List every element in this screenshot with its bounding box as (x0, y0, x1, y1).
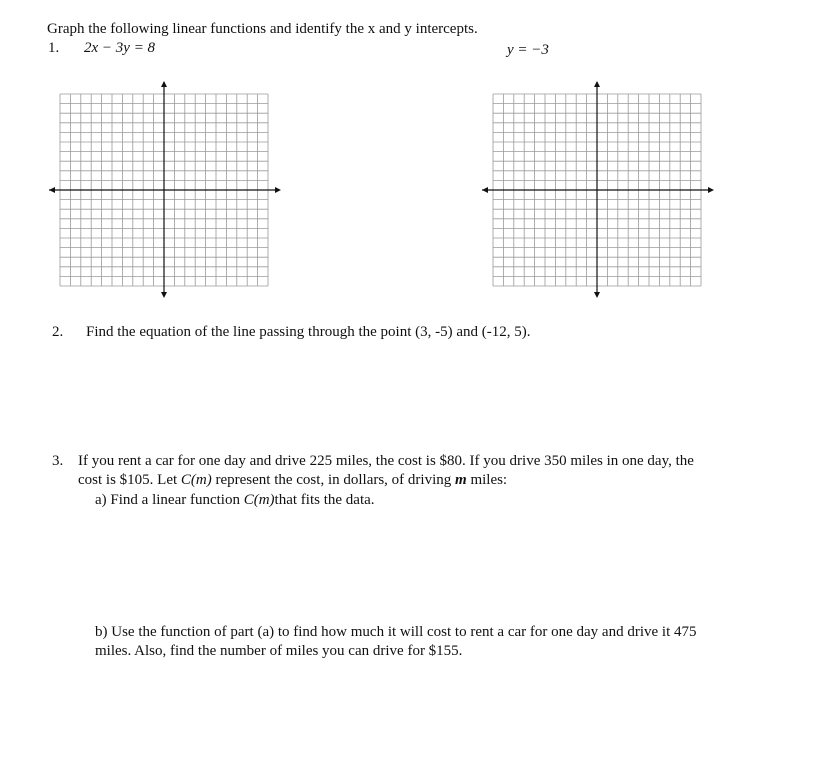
problem-3-line-2 (78, 472, 507, 489)
part-b-line-2: miles. Also, find the number of miles you can drive for $155. (95, 643, 463, 659)
x-axis-left-arrow-icon (49, 187, 55, 193)
y-axis-down-arrow-icon (161, 292, 167, 298)
coordinate-grid-1[interactable] (45, 80, 285, 302)
x-axis-right-arrow-icon (708, 187, 714, 193)
part-b-line-1: b) Use the function of part (a) to find how much it will cost to rent a car for one day and drive it 475 (95, 624, 697, 640)
x-axis-left-arrow-icon (482, 187, 488, 193)
problem-3-number: 3. (52, 453, 64, 469)
miles-variable: m (455, 472, 467, 488)
problem-3-line-2-pre: cost is $105. Let (78, 472, 181, 488)
equation-a: 2x − 3y = 8 (84, 40, 156, 56)
problem-3-line-2-post: miles: (466, 472, 508, 488)
problem-2-number: 2. (52, 324, 64, 340)
problem-1-number: 1. (48, 40, 60, 56)
part-a-pre: a) Find a linear function (95, 492, 244, 508)
problem-2-text: Find the equation of the line passing through the point (3, -5) and (-12, 5). (86, 324, 531, 340)
problem-3-line-2-mid: represent the cost, in dollars, of driving (211, 472, 456, 488)
y-axis-up-arrow-icon (161, 81, 167, 87)
coordinate-grid-2[interactable] (478, 80, 718, 302)
y-axis-up-arrow-icon (594, 81, 600, 87)
instructions: Graph the following linear functions and identify the x and y intercepts. (47, 21, 478, 37)
x-axis-right-arrow-icon (275, 187, 281, 193)
y-axis-down-arrow-icon (594, 292, 600, 298)
cost-function: C(m) (180, 472, 212, 488)
part-a (95, 492, 375, 509)
equation-b: y = −3 (507, 42, 549, 58)
part-a-post: that fits the data. (274, 492, 375, 508)
problem-3-line-1: If you rent a car for one day and drive 225 miles, the cost is $80. If you drive 350 miles in one day, the (78, 453, 694, 469)
part-a-function: C(m) (243, 492, 275, 508)
